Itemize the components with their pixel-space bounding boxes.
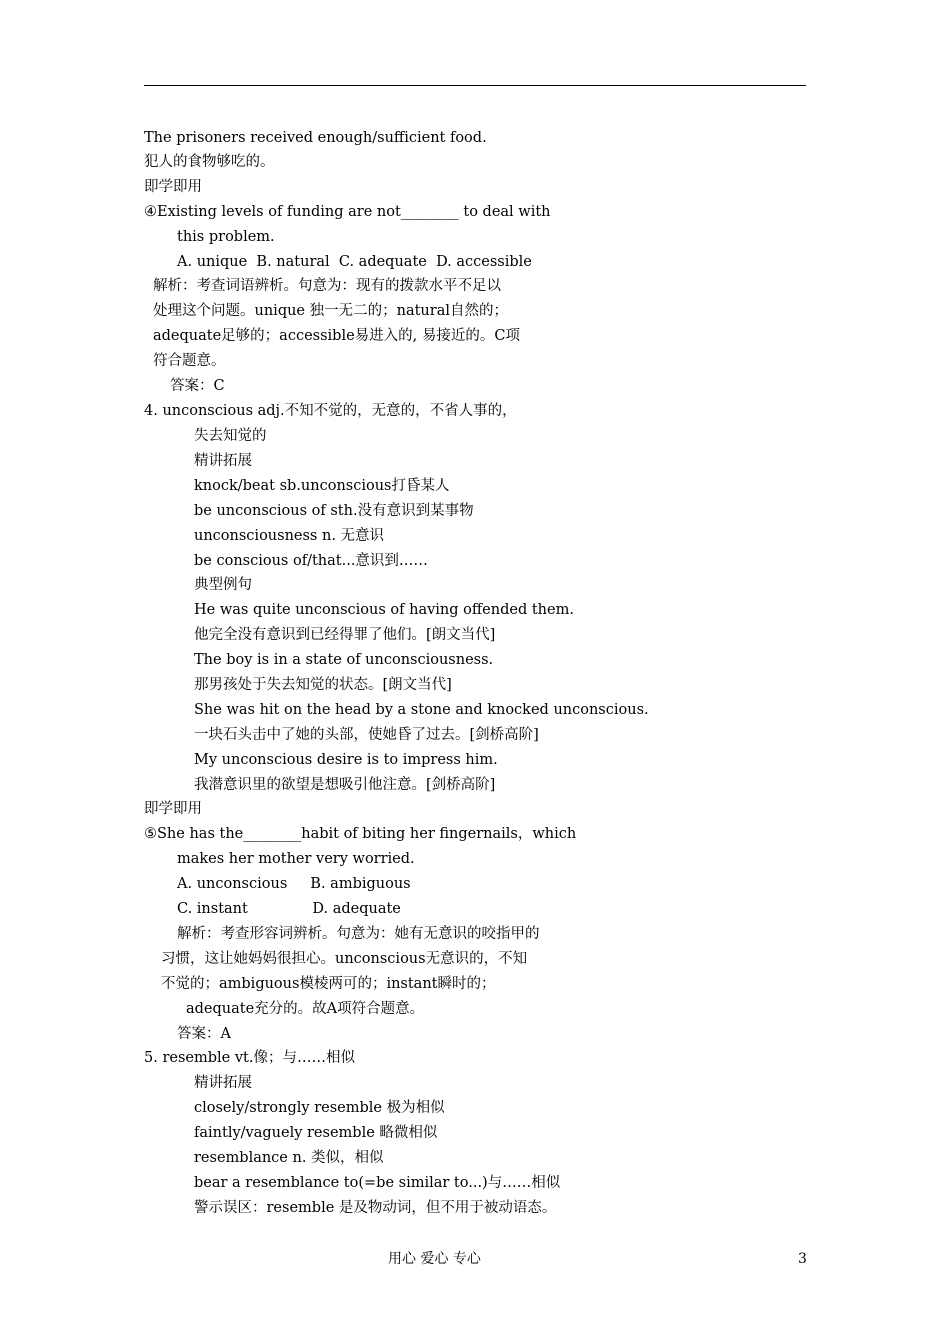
text-line: knock/beat sb.unconscious打昏某人 [194, 478, 450, 494]
text-line: 不觉的；ambiguous模棱两可的；instant瞬时的； [161, 976, 496, 992]
text-line: closely/strongly resemble 极为相似 [194, 1100, 445, 1116]
text-line: 习惯，这让她妈妈很担心。unconscious无意识的，不知 [161, 951, 528, 967]
text-line: this problem. [177, 229, 275, 245]
header-rule [144, 85, 806, 86]
text-line: bear a resemblance to(=be similar to...)与……相似 [194, 1175, 561, 1191]
text-line: ⑤She has the________habit of biting her fingernails，which [144, 826, 577, 842]
text-line: He was quite unconscious of having offended them. [194, 602, 574, 618]
text-line: A. unconscious B. ambiguous [177, 876, 411, 892]
text-line: My unconscious desire is to impress him. [194, 752, 498, 768]
text-line: 处理这个问题。unique 独一无二的；natural自然的； [153, 303, 508, 319]
text-line: 解析：考查形容词辨析。句意为：她有无意识的咬指甲的 [177, 926, 540, 942]
text-line: 5. resemble vt.像；与……相似 [144, 1050, 355, 1066]
text-line: 警示误区：resemble 是及物动词，但不用于被动语态。 [194, 1200, 557, 1216]
text-line: be unconscious of sth.没有意识到某事物 [194, 503, 474, 519]
text-line: 答案：C [170, 378, 225, 394]
page-number: 3 [798, 1251, 807, 1267]
text-line: A. unique B. natural C. adequate D. accessible [177, 254, 532, 270]
text-line: 他完全没有意识到已经得罪了他们。[朗文当代] [194, 627, 496, 643]
text-line: 那男孩处于失去知觉的状态。[朗文当代] [194, 677, 452, 693]
text-line: adequate充分的。故A项符合题意。 [186, 1001, 425, 1017]
text-line: The boy is in a state of unconsciousness. [194, 652, 494, 668]
text-line: The prisoners received enough/sufficient food. [144, 130, 487, 146]
text-line: 犯人的食物够吃的。 [144, 154, 275, 170]
text-line: C. instant D. adequate [177, 901, 401, 917]
footer-motto: 用心 爱心 专心 [388, 1251, 481, 1267]
text-line: ④Existing levels of funding are not________ to deal with [144, 204, 551, 220]
text-line: 精讲拓展 [194, 453, 252, 469]
text-line: 即学即用 [144, 801, 202, 817]
text-line: 答案：A [177, 1026, 231, 1042]
text-line: 我潜意识里的欲望是想吸引他注意。[剑桥高阶] [194, 777, 496, 793]
text-line: 4. unconscious adj.不知不觉的，无意的，不省人事的， [144, 403, 517, 419]
text-line: She was hit on the head by a stone and knocked unconscious. [194, 702, 649, 718]
text-line: adequate足够的；accessible易进入的, 易接近的。C项 [153, 328, 520, 344]
text-line: 失去知觉的 [194, 428, 267, 444]
text-line: makes her mother very worried. [177, 851, 415, 867]
text-line: 解析：考查词语辨析。句意为：现有的拨款水平不足以 [153, 278, 501, 294]
text-line: unconsciousness n. 无意识 [194, 528, 385, 544]
text-line: faintly/vaguely resemble 略微相似 [194, 1125, 438, 1141]
text-line: 典型例句 [194, 577, 252, 593]
text-line: 一块石头击中了她的头部，使她昏了过去。[剑桥高阶] [194, 727, 539, 743]
text-line: resemblance n. 类似，相似 [194, 1150, 384, 1166]
text-line: be conscious of/that...意识到…… [194, 553, 428, 569]
text-line: 符合题意。 [153, 353, 226, 369]
text-line: 即学即用 [144, 179, 202, 195]
text-line: 精讲拓展 [194, 1075, 252, 1091]
